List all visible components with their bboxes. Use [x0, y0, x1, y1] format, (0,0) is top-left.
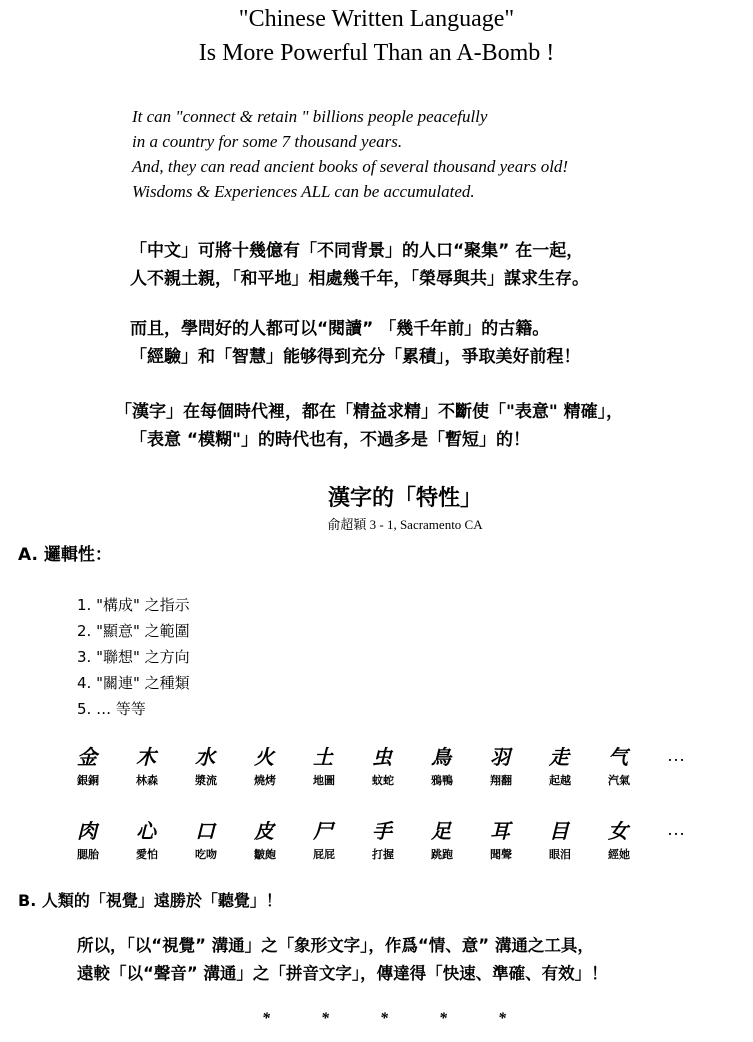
section-b-label: B. 人類的「視覺」遠勝於「聽覺」！: [18, 891, 282, 910]
intro-line-4: Wisdoms & Experiences ALL can be accumulated.: [132, 182, 475, 201]
radical-cell: [195, 745, 254, 789]
derived-chars: 起越: [549, 774, 571, 787]
radical-cell: [77, 745, 136, 789]
radical-cell: [431, 819, 490, 863]
para2-line-2: 「經驗」和「智慧」能够得到充分「累積」，爭取美好前程！: [130, 347, 581, 367]
end-stars: [262, 1010, 557, 1028]
list-item: 2. "顯意" 之範圍: [77, 622, 190, 640]
radical-cell: [136, 745, 195, 789]
radical-cell: [667, 819, 697, 863]
derived-chars: 腮胎: [77, 848, 99, 861]
para1-line-2: 人不親土親，「和平地」相處幾千年，「榮辱與共」謀求生存。: [130, 269, 589, 289]
radical-char: 金: [77, 745, 97, 769]
derived-chars: 地圖: [313, 774, 335, 787]
para1-line-1: 「中文」可將十幾億有「不同背景」的人口“聚集” 在一起，: [130, 241, 584, 261]
title-line-1: "Chinese Written Language": [238, 6, 515, 32]
title-line-2: Is More Powerful Than an A-Bomb !: [198, 40, 555, 66]
radical-cell: [372, 819, 431, 863]
section-a-list: [77, 592, 190, 722]
radical-cell: [608, 819, 667, 863]
list-item: 1. "構成" 之指示: [77, 596, 190, 614]
radical-char: 耳: [490, 819, 510, 843]
section-heading: 漢字的「特性」: [327, 486, 482, 511]
derived-chars: 燒烤: [254, 774, 276, 787]
derived-chars: 愛怕: [136, 848, 158, 861]
derived-chars: 皺皰: [254, 848, 276, 861]
author-line: 俞超穎 3 - 1, Sacramento CA: [327, 517, 483, 532]
radical-char: 走: [549, 745, 569, 769]
radical-char: 尸: [313, 819, 333, 843]
radical-cell: [490, 745, 549, 789]
derived-chars: 經她: [608, 848, 630, 861]
derived-chars: 跳跑: [431, 848, 453, 861]
derived-chars: 吃吻: [195, 848, 217, 861]
star: *: [321, 1010, 329, 1027]
radical-cell: [549, 819, 608, 863]
star: *: [439, 1010, 447, 1027]
radical-char: 足: [431, 819, 451, 843]
star: *: [380, 1010, 388, 1027]
intro-line-1: It can "connect & retain " billions people peacefully: [132, 107, 488, 126]
star: *: [498, 1010, 506, 1027]
derived-chars: 聞聲: [490, 848, 512, 861]
ellipsis: …: [667, 745, 685, 765]
intro-line-3: And, they can read ancient books of several thousand years old!: [132, 157, 569, 176]
radical-char: 目: [549, 819, 569, 843]
radical-char: 口: [195, 819, 215, 843]
radical-char: 气: [608, 745, 628, 769]
list-item: 3. "聯想" 之方向: [77, 648, 190, 666]
star: *: [262, 1010, 270, 1027]
radical-cell: [313, 745, 372, 789]
radical-char: 肉: [77, 819, 97, 843]
radical-cell: [254, 819, 313, 863]
radical-char: 虫: [372, 745, 392, 769]
derived-chars: 汽氣: [608, 774, 630, 787]
list-item: 5. … 等等: [77, 700, 146, 718]
ellipsis: …: [667, 819, 685, 839]
derived-chars: 林森: [136, 774, 158, 787]
radical-cell: [313, 819, 372, 863]
radical-cell: [372, 745, 431, 789]
radical-cell: [195, 819, 254, 863]
radical-char: 土: [313, 745, 333, 769]
derived-chars: 蚊蛇: [372, 774, 394, 787]
section-b-line-1: 所以，「以“視覺” 溝通」之「象形文字」，作爲“情、意” 溝通之工具，: [77, 936, 594, 955]
para3-line-2: 「表意 “模糊"」的時代也有，不過多是「暫短」的！: [130, 430, 530, 450]
derived-chars: 銀銅: [77, 774, 99, 787]
radical-char: 火: [254, 745, 274, 769]
radical-cell: [608, 745, 667, 789]
radical-char: 羽: [490, 745, 510, 769]
derived-chars: 屁屁: [313, 848, 335, 861]
radical-cell: [136, 819, 195, 863]
derived-chars: 鴉鴨: [431, 774, 453, 787]
radical-cell: [549, 745, 608, 789]
radical-cell: [667, 745, 697, 789]
section-b-line-2: 遠較「以“聲音” 溝通」之「拼音文字」，傳達得「快速、準確、有效」！: [77, 964, 608, 983]
radical-char: 女: [608, 819, 628, 843]
radical-row-1: [77, 745, 697, 789]
radical-cell: [254, 745, 313, 789]
section-a-label: A. 邏輯性：: [18, 545, 112, 565]
radical-char: 鳥: [431, 745, 451, 769]
radical-cell: [490, 819, 549, 863]
list-item: 4. "關連" 之種類: [77, 674, 190, 692]
radical-cell: [77, 819, 136, 863]
derived-chars: 漿流: [195, 774, 217, 787]
radical-cell: [431, 745, 490, 789]
derived-chars: 打握: [372, 848, 394, 861]
radical-char: 心: [136, 819, 156, 843]
radical-char: 手: [372, 819, 392, 843]
para3-line-1: 「漢字」在每個時代裡，都在「精益求精」不斷使「"表意" 精確」，: [115, 402, 624, 422]
radical-char: 水: [195, 745, 215, 769]
radical-char: 木: [136, 745, 156, 769]
para2-line-1: 而且，學問好的人都可以“閱讀” 「幾千年前」的古籍。: [130, 319, 550, 339]
radical-row-2: [77, 819, 697, 863]
radical-char: 皮: [254, 819, 274, 843]
derived-chars: 翔翻: [490, 774, 512, 787]
derived-chars: 眼泪: [549, 848, 571, 861]
intro-line-2: in a country for some 7 thousand years.: [132, 132, 403, 151]
